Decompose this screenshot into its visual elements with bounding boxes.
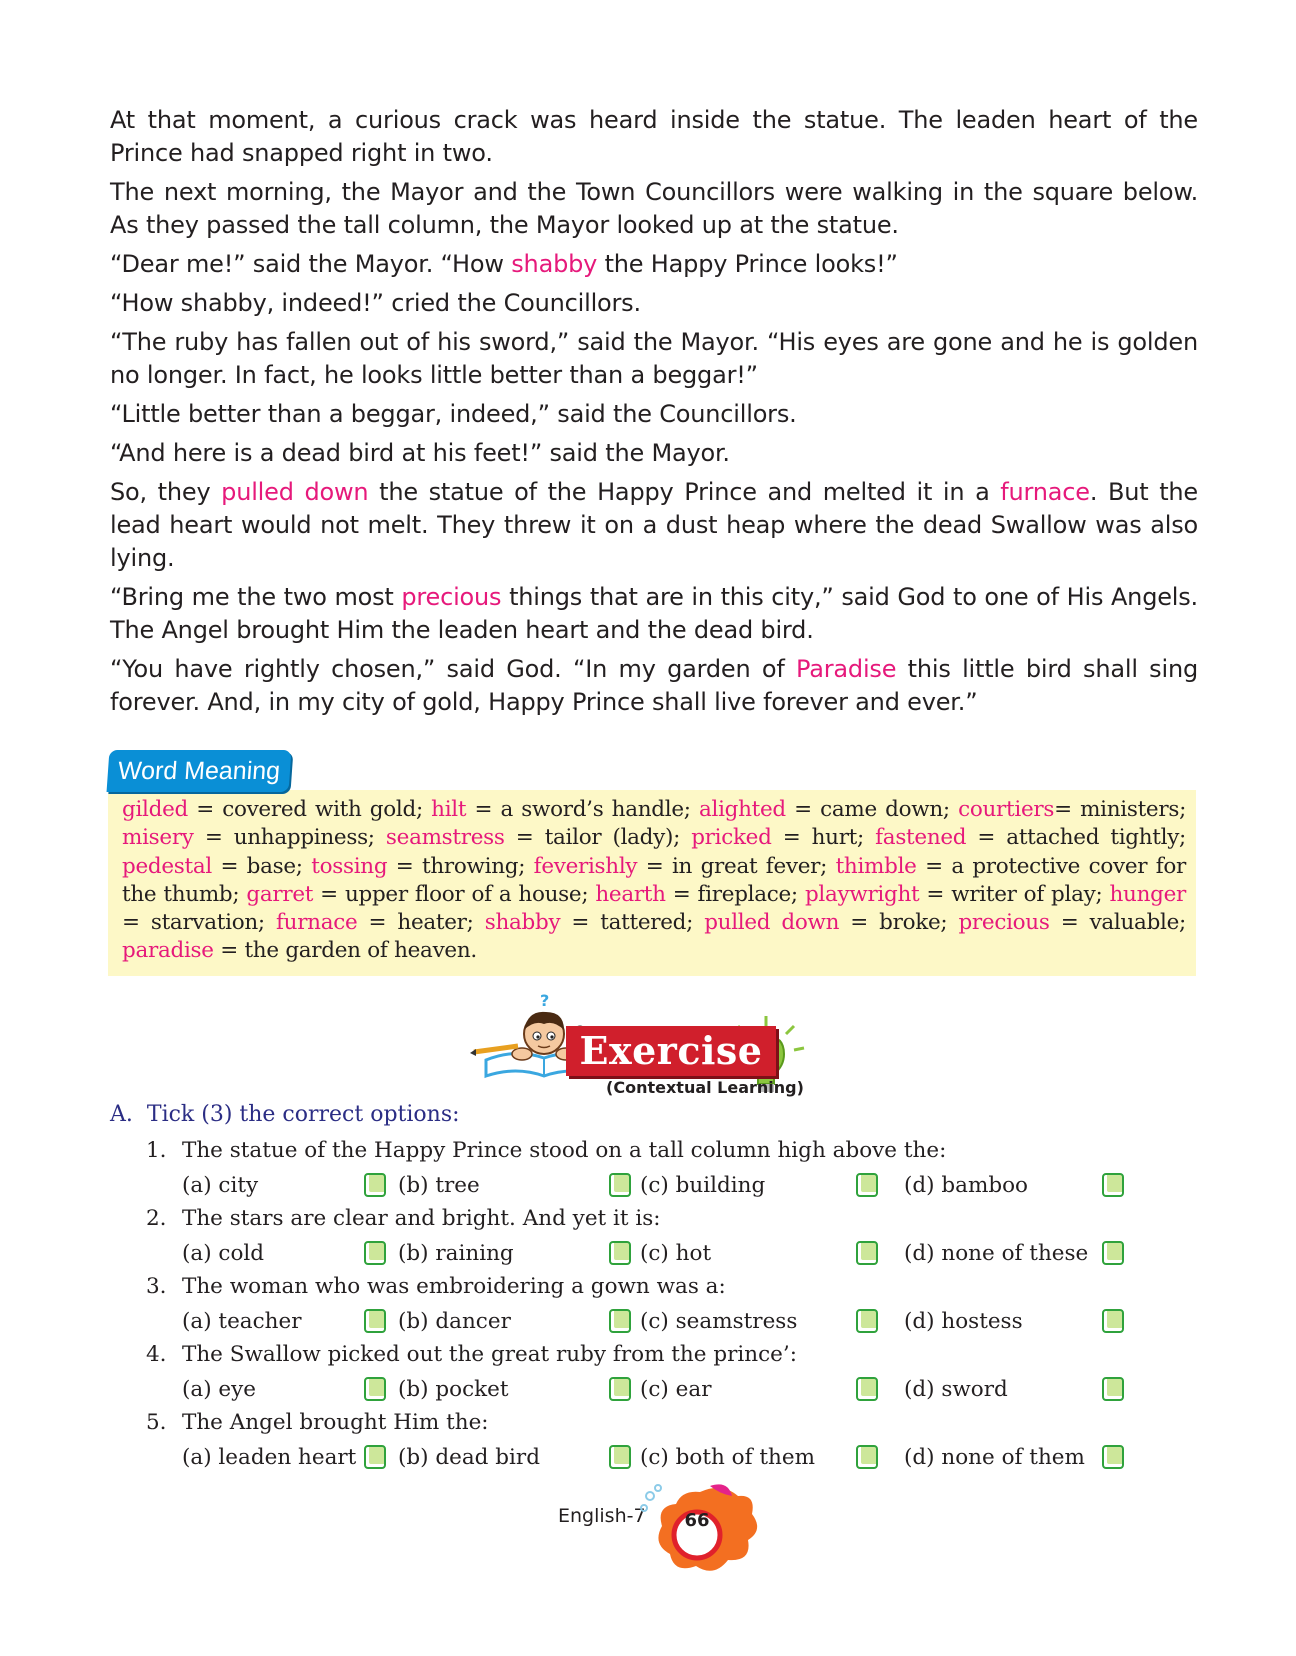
glossary-meaning: = throwing;	[387, 853, 534, 879]
glossary-meaning: = upper floor of a house;	[313, 881, 596, 907]
glossary-word: pedestal	[122, 853, 212, 879]
glossary-word: courtiers	[958, 797, 1055, 822]
section-instruction: Tick (3) the correct options:	[146, 1102, 460, 1127]
glossary-word: hilt	[431, 797, 467, 822]
glossary-meaning: = broke;	[839, 910, 959, 936]
glossary-meaning: = starvation;	[122, 910, 276, 936]
glossary-word: furnace	[275, 910, 358, 936]
highlighted-word: precious	[401, 583, 502, 611]
question-item	[146, 1342, 1206, 1410]
glossary-word: gilded	[122, 797, 188, 822]
glossary-meaning: = in great fever;	[637, 853, 836, 879]
option-label: (c) hot	[640, 1241, 712, 1266]
glossary-word: fastened	[875, 825, 967, 851]
word-meaning-title: Word Meaning	[107, 750, 292, 792]
highlighted-word: furnace	[1000, 478, 1090, 506]
tick-checkbox[interactable]	[1102, 1309, 1124, 1333]
tick-checkbox[interactable]	[609, 1377, 631, 1401]
option-label: (c) seamstress	[640, 1309, 798, 1334]
option-label: (b) pocket	[398, 1377, 509, 1402]
glossary-word: pulled down	[704, 910, 840, 936]
option-label: (b) dead bird	[398, 1445, 540, 1470]
svg-text:?: ?	[540, 991, 550, 1010]
option-label: (d) sword	[904, 1377, 1008, 1402]
question-item	[146, 1410, 1206, 1478]
glossary-word: thimble	[835, 853, 917, 879]
glossary-meaning: = heater;	[357, 910, 485, 936]
tick-checkbox[interactable]	[364, 1377, 386, 1401]
option-label: (c) building	[640, 1173, 766, 1198]
story-paragraph: “And here is a dead bird at his feet!” said the Mayor.	[110, 439, 730, 467]
question-item	[146, 1138, 1206, 1206]
glossary-word: paradise	[122, 938, 214, 964]
tick-checkbox[interactable]	[1102, 1173, 1124, 1197]
tick-checkbox[interactable]	[856, 1241, 878, 1265]
option-label: (d) none of these	[904, 1241, 1089, 1266]
tick-checkbox[interactable]	[609, 1309, 631, 1333]
glossary-meaning: = fireplace;	[665, 881, 805, 907]
option-label: (a) eye	[182, 1377, 257, 1402]
tick-checkbox[interactable]	[364, 1173, 386, 1197]
glossary-meaning: = tattered;	[560, 910, 705, 936]
glossary-word: hunger	[1109, 881, 1186, 907]
tick-checkbox[interactable]	[364, 1309, 386, 1333]
tick-checkbox[interactable]	[1102, 1377, 1124, 1401]
tick-checkbox[interactable]	[1102, 1241, 1124, 1265]
option-label: (a) teacher	[182, 1309, 302, 1334]
tick-checkbox[interactable]	[856, 1173, 878, 1197]
tick-checkbox[interactable]	[1102, 1445, 1124, 1469]
question-text: 2. The stars are clear and bright. And yet it is:	[146, 1206, 661, 1231]
exercise-title: Exercise	[566, 1026, 776, 1076]
option-label: (b) dancer	[398, 1309, 511, 1334]
story-paragraph: “Dear me!” said the Mayor. “How shabby the Happy Prince looks!”	[110, 250, 898, 278]
glossary-meaning: = ministers;	[1054, 797, 1187, 822]
glossary-meaning: = writer of play;	[919, 881, 1110, 907]
tick-checkbox[interactable]	[856, 1309, 878, 1333]
glossary-word: misery	[122, 825, 194, 851]
glossary-meaning: = tailor (lady);	[504, 825, 692, 851]
option-label: (c) both of them	[640, 1445, 816, 1470]
question-item	[146, 1274, 1206, 1342]
glossary-word: seamstress	[385, 825, 505, 851]
glossary-meaning: = came down;	[785, 797, 959, 822]
question-text: 1. The statue of the Happy Prince stood on a tall column high above the:	[146, 1138, 947, 1163]
glossary-word: playwright	[804, 881, 920, 907]
option-label: (a) cold	[182, 1241, 265, 1266]
glossary-word: tossing	[311, 853, 388, 879]
glossary-meaning: = a sword’s handle;	[466, 797, 699, 822]
glossary-word: shabby	[484, 910, 561, 936]
glossary-meaning: = attached tightly;	[966, 825, 1186, 851]
glossary-word: alighted	[698, 797, 786, 822]
glossary-word: hearth	[595, 881, 666, 907]
option-label: (d) bamboo	[904, 1173, 1028, 1198]
highlighted-word: shabby	[511, 250, 598, 278]
tick-checkbox[interactable]	[856, 1445, 878, 1469]
tick-checkbox[interactable]	[609, 1241, 631, 1265]
story-text	[110, 104, 1198, 725]
question-list	[146, 1138, 1206, 1478]
glossary-meaning: = valuable;	[1049, 910, 1186, 936]
highlighted-word: pulled down	[221, 478, 369, 506]
question-item	[146, 1206, 1206, 1274]
page-number-badge	[640, 1482, 760, 1582]
option-label: (d) hostess	[904, 1309, 1023, 1334]
glossary-meaning: = unhappiness;	[193, 825, 386, 851]
option-label: (d) none of them	[904, 1445, 1085, 1470]
question-text: 4. The Swallow picked out the great ruby from the prince’:	[146, 1342, 797, 1367]
section-label: A.	[110, 1102, 133, 1127]
glossary-word: feverishly	[533, 853, 638, 879]
option-label: (a) leaden heart	[182, 1445, 357, 1470]
option-label: (b) raining	[398, 1241, 514, 1266]
book-title: English-7	[558, 1505, 646, 1527]
story-paragraph: “You have rightly chosen,” said God. “In my garden of Paradise this little bird shall sing forever. And, in my city of gold, Happy Prince shall live forever and ever.”	[110, 655, 1198, 716]
option-label: (a) city	[182, 1173, 259, 1198]
option-label: (c) ear	[640, 1377, 712, 1402]
story-paragraph: The next morning, the Mayor and the Town Councillors were walking in the square below. As they passed the tall column, the Mayor looked up at the statue.	[110, 178, 1198, 239]
glossary-meaning: = covered with gold;	[187, 797, 432, 822]
glossary-word: garret	[246, 881, 314, 907]
question-text: 3. The woman who was embroidering a gown was a:	[146, 1274, 726, 1299]
glossary-meaning: = hurt;	[771, 825, 876, 851]
glossary-meaning: = a protective cover for the thumb;	[122, 853, 1187, 907]
story-paragraph: “Little better than a beggar, indeed,” said the Councillors.	[110, 400, 797, 428]
glossary-meaning: = the garden of heaven.	[213, 938, 477, 964]
tick-checkbox[interactable]	[609, 1445, 631, 1469]
glossary-word: pricked	[691, 825, 772, 851]
story-paragraph: “How shabby, indeed!” cried the Councillors.	[110, 289, 641, 317]
story-paragraph: “Bring me the two most precious things that are in this city,” said God to one of His Angels. The Angel brought Him the leaden heart and the dead bird.	[110, 583, 1198, 644]
tick-checkbox[interactable]	[364, 1241, 386, 1265]
tick-checkbox[interactable]	[856, 1377, 878, 1401]
story-paragraph: “The ruby has fallen out of his sword,” said the Mayor. “His eyes are gone and he is golden no longer. In fact, he looks little better than a beggar!”	[110, 328, 1198, 389]
glossary-word: precious	[958, 910, 1050, 936]
glossary-meaning: = base;	[211, 853, 312, 879]
word-meaning-box	[108, 790, 1196, 976]
option-label: (b) tree	[398, 1173, 480, 1198]
question-text: 5. The Angel brought Him the:	[146, 1410, 489, 1435]
tick-checkbox[interactable]	[609, 1173, 631, 1197]
highlighted-word: Paradise	[796, 655, 897, 683]
section-heading	[110, 1102, 460, 1127]
exercise-subtitle: (Contextual Learning)	[606, 1078, 804, 1097]
page-number: 66	[684, 1510, 710, 1531]
story-paragraph: At that moment, a curious crack was heard inside the statue. The leaden heart of the Prince had snapped right in two.	[110, 106, 1198, 167]
story-paragraph: So, they pulled down the statue of the Happy Prince and melted it in a furnace. But the lead heart would not melt. They threw it on a dust heap where the dead Swallow was also lying.	[110, 478, 1198, 572]
tick-checkbox[interactable]	[364, 1445, 386, 1469]
